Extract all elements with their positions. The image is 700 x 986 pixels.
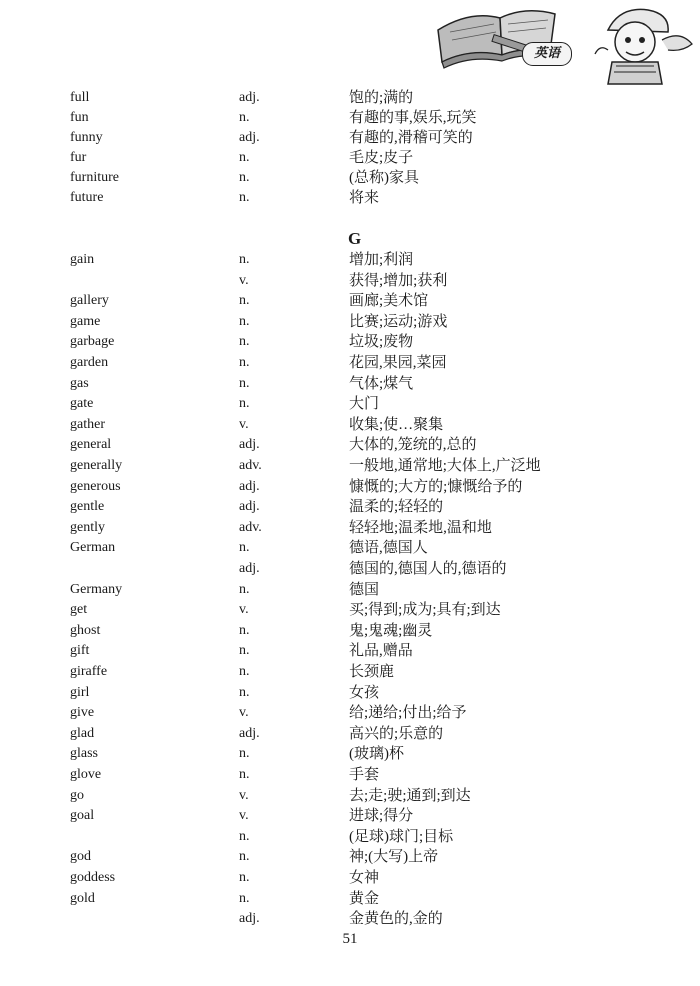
entry-part-of-speech: n. <box>239 870 250 885</box>
entry-part-of-speech: n. <box>239 581 250 597</box>
entry-part-of-speech: adv. <box>239 519 262 535</box>
entry-word: goddess <box>70 870 116 885</box>
entry-definition: 神;(大写)上帝 <box>349 849 439 866</box>
entry-definition: 饱的;满的 <box>349 90 414 106</box>
glossary-entry <box>0 621 700 641</box>
entry-part-of-speech: n. <box>239 334 250 350</box>
entry-word: general <box>70 437 112 453</box>
entry-word: gather <box>70 416 105 432</box>
entry-word: generous <box>70 478 121 494</box>
entry-word: Germany <box>70 581 123 597</box>
entry-part-of-speech: v. <box>239 808 249 824</box>
glossary-entry <box>0 909 700 929</box>
entry-definition: 德语,德国人 <box>349 540 428 557</box>
glossary-entry <box>0 641 700 661</box>
entry-part-of-speech: n. <box>239 375 250 391</box>
entry-part-of-speech: n. <box>239 170 250 185</box>
glossary-entry <box>0 580 700 600</box>
entry-part-of-speech: adj. <box>239 725 260 741</box>
glossary-entry <box>0 312 700 332</box>
entry-definition: (玻璃)杯 <box>349 746 404 763</box>
entry-definition: 高兴的;乐意的 <box>349 725 444 742</box>
glossary-entry <box>0 786 700 806</box>
entry-part-of-speech: v. <box>239 602 249 618</box>
entry-word: gift <box>70 643 90 659</box>
entry-part-of-speech: n. <box>239 767 250 782</box>
entry-definition: 德国的,德国人的,德语的 <box>349 561 507 577</box>
entry-part-of-speech: adj. <box>239 130 260 145</box>
entry-definition: 有趣的事,娱乐,玩笑 <box>349 110 477 126</box>
entry-word: garbage <box>70 334 115 350</box>
glossary-entry <box>0 847 700 867</box>
entry-definition: 黄金 <box>349 890 380 907</box>
entry-definition: 给;递给;付出;给予 <box>349 705 467 722</box>
entry-word: gain <box>70 252 95 267</box>
subject-badge: 英语 <box>522 42 572 66</box>
entry-definition: (总称)家具 <box>349 170 419 186</box>
entry-definition: 画廊;美术馆 <box>349 293 429 310</box>
entry-definition: 金黄色的,金的 <box>349 911 443 928</box>
glossary-entry <box>0 394 700 414</box>
glossary-entry <box>0 827 700 847</box>
entry-definition: 德国 <box>349 581 380 598</box>
entry-part-of-speech: n. <box>239 252 250 267</box>
entry-definition: 礼品,赠品 <box>349 643 413 660</box>
glossary-entry <box>0 148 700 168</box>
entry-word: gold <box>70 890 95 906</box>
entry-word: gently <box>70 519 105 535</box>
glossary-entry <box>0 538 700 558</box>
glossary-entry <box>0 332 700 352</box>
entry-definition: 大体的,笼统的,总的 <box>349 437 477 454</box>
entry-part-of-speech: v. <box>239 272 249 288</box>
entry-definition: 轻轻地;温柔地,温和地 <box>349 519 492 536</box>
glossary-entry <box>0 477 700 497</box>
section-letter: G <box>348 229 362 248</box>
entry-part-of-speech: adj. <box>239 911 260 927</box>
entry-word: give <box>70 705 95 721</box>
glossary-entry <box>0 415 700 435</box>
entry-part-of-speech: n. <box>239 190 250 205</box>
glossary-entry <box>0 703 700 723</box>
glossary-entry <box>0 559 700 579</box>
entry-word: get <box>70 602 88 618</box>
glossary-entry <box>0 889 700 909</box>
entry-word: girl <box>70 684 90 700</box>
entry-word: furniture <box>70 170 119 185</box>
entry-part-of-speech: n. <box>239 664 250 679</box>
entry-word: fun <box>70 110 89 125</box>
entry-definition: 大门 <box>349 396 380 413</box>
glossary-entry <box>0 724 700 744</box>
entry-definition: 慷慨的;大方的;慷慨给予的 <box>349 478 523 495</box>
entry-word: glass <box>70 746 98 762</box>
entry-definition: 增加;利润 <box>349 252 414 268</box>
glossary-entry <box>0 868 700 888</box>
entry-definition: (足球)球门;目标 <box>349 828 454 845</box>
entry-definition: 买;得到;成为;具有;到达 <box>349 602 501 619</box>
glossary-entry <box>0 683 700 703</box>
entry-definition: 气体;煤气 <box>349 375 414 392</box>
glossary-entry <box>0 662 700 682</box>
entry-part-of-speech: n. <box>239 540 250 556</box>
entry-definition: 比赛;运动;游戏 <box>349 313 448 330</box>
entry-part-of-speech: n. <box>239 355 250 370</box>
entry-definition: 一般地,通常地;大体上,广泛地 <box>349 458 541 474</box>
entry-definition: 收集;使…聚集 <box>349 416 444 433</box>
entry-part-of-speech: n. <box>239 684 250 700</box>
glossary-entry <box>0 456 700 476</box>
entry-definition: 毛皮;皮子 <box>349 150 414 166</box>
entry-definition: 手套 <box>349 767 380 783</box>
glossary-entry <box>0 806 700 826</box>
entry-part-of-speech: v. <box>239 416 249 432</box>
entry-word: future <box>70 190 104 205</box>
entry-definition: 鬼;鬼魂;幽灵 <box>349 622 433 639</box>
entry-part-of-speech: n. <box>239 110 250 125</box>
entry-word: fur <box>70 150 87 165</box>
glossary-entry <box>0 168 700 188</box>
entry-definition: 进球;得分 <box>349 808 414 825</box>
glossary-entry <box>0 291 700 311</box>
entry-part-of-speech: n. <box>239 746 250 762</box>
entry-definition: 花园,果园,菜园 <box>349 355 447 371</box>
glossary-entry <box>0 497 700 517</box>
glossary-entry <box>0 374 700 394</box>
glossary-entry <box>0 353 700 373</box>
entry-word: funny <box>70 130 103 145</box>
entry-word: goal <box>70 808 95 824</box>
entry-definition: 将来 <box>349 190 380 206</box>
glossary-entry <box>0 765 700 785</box>
entry-definition: 女孩 <box>349 684 380 701</box>
entry-part-of-speech: n. <box>239 849 250 865</box>
entry-word: giraffe <box>70 664 108 679</box>
entry-word: game <box>70 313 101 329</box>
entry-definition: 温柔的;轻轻的 <box>349 499 444 516</box>
entry-part-of-speech: adj. <box>239 561 260 576</box>
entry-part-of-speech: v. <box>239 787 249 803</box>
entry-word: German <box>70 540 116 556</box>
glossary-entry <box>0 600 700 620</box>
entry-definition: 女神 <box>349 870 380 886</box>
entry-word: glad <box>70 725 95 741</box>
entry-part-of-speech: adj. <box>239 437 260 453</box>
entry-word: full <box>70 90 90 105</box>
entry-word: gallery <box>70 293 109 309</box>
entry-word: ghost <box>70 622 101 638</box>
entry-definition: 去;走;驶;通到;到达 <box>349 787 471 804</box>
entry-part-of-speech: n. <box>239 396 250 412</box>
entry-word: gate <box>70 396 94 412</box>
entry-definition: 垃圾;废物 <box>349 334 414 351</box>
glossary-entry <box>0 271 700 291</box>
entry-part-of-speech: adj. <box>239 90 260 105</box>
entry-part-of-speech: adv. <box>239 458 262 473</box>
entry-part-of-speech: n. <box>239 622 250 638</box>
cartoon-boy-icon <box>595 9 692 84</box>
glossary-entry <box>0 188 700 208</box>
glossary-entry <box>0 435 700 455</box>
entry-part-of-speech: n. <box>239 643 250 659</box>
glossary-entry <box>0 128 700 148</box>
glossary-entry <box>0 518 700 538</box>
entry-definition: 长颈鹿 <box>349 664 395 680</box>
page-number: 51 <box>342 931 358 947</box>
entry-word: gentle <box>70 499 105 515</box>
entry-word: gas <box>70 375 89 391</box>
entry-part-of-speech: n. <box>239 293 250 309</box>
glossary-entry <box>0 108 700 128</box>
entry-part-of-speech: n. <box>239 313 250 329</box>
entry-part-of-speech: v. <box>239 705 249 721</box>
entry-part-of-speech: n. <box>239 828 250 844</box>
glossary-entry <box>0 744 700 764</box>
entry-word: garden <box>70 355 109 370</box>
entry-word: go <box>70 787 84 803</box>
entry-word: generally <box>70 458 123 473</box>
entry-word: god <box>70 849 91 865</box>
entry-part-of-speech: n. <box>239 150 250 165</box>
entry-word: glove <box>70 767 102 782</box>
glossary-entry <box>0 250 700 270</box>
entry-definition: 有趣的,滑稽可笑的 <box>349 130 473 146</box>
entry-part-of-speech: adj. <box>239 478 260 494</box>
entry-part-of-speech: adj. <box>239 499 260 515</box>
entry-definition: 获得;增加;获利 <box>349 272 448 289</box>
entry-part-of-speech: n. <box>239 890 250 906</box>
glossary-entry <box>0 88 700 108</box>
